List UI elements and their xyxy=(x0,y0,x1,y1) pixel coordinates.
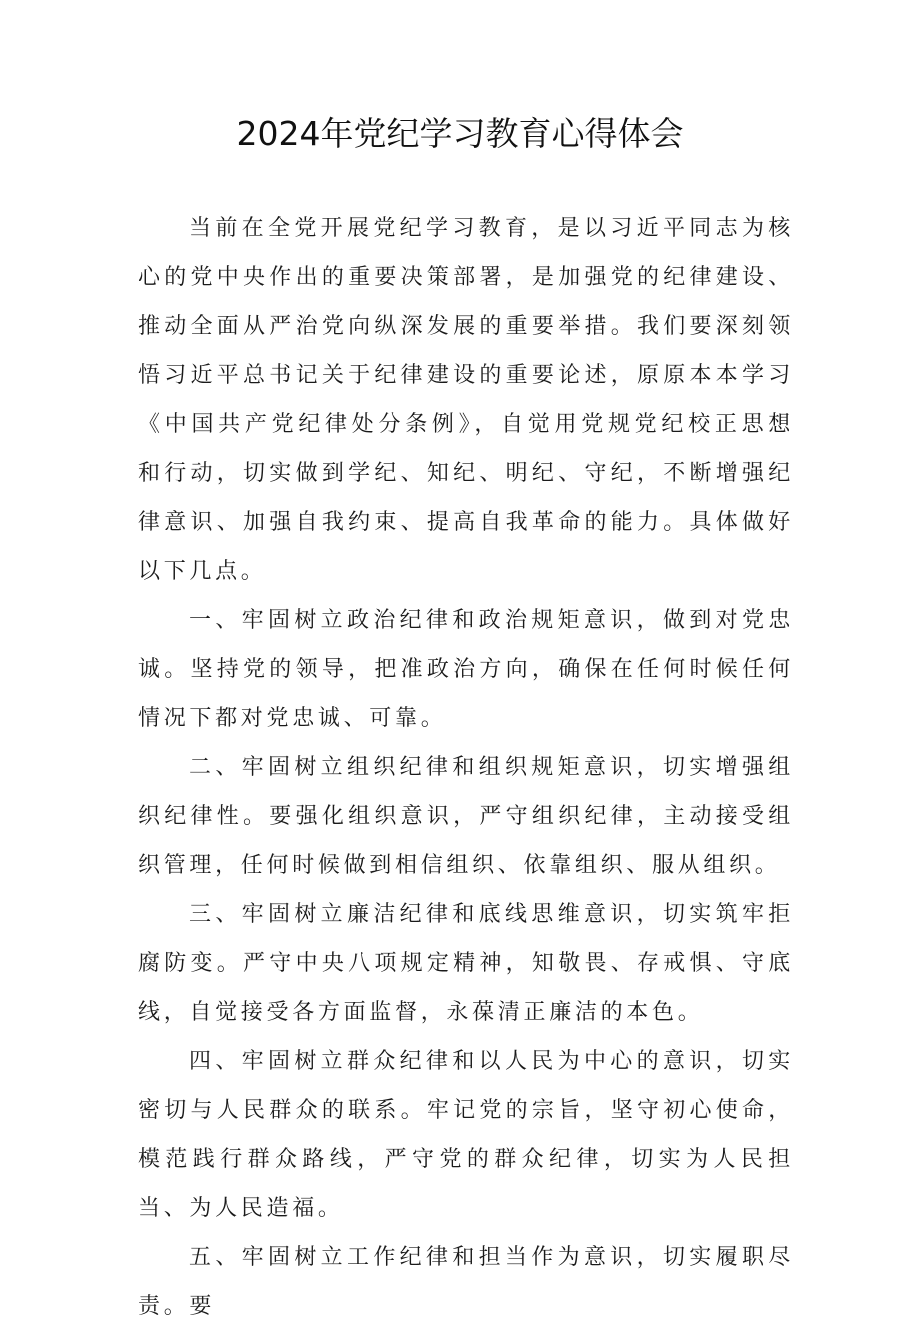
paragraph-point-3: 三、牢固树立廉洁纪律和底线思维意识，切实筑牢拒腐防变。严守中央八项规定精神，知敬畏、存戒惧、守底线，自觉接受各方面监督，永葆清正廉洁的本色。 xyxy=(138,902,794,1025)
paragraph-point-2: 二、牢固树立组织纪律和组织规矩意识，切实增强组织纪律性。要强化组织意识，严守组织纪律，主动接受组织管理，任何时候做到相信组织、依靠组织、服从组织。 xyxy=(138,755,794,878)
document-body xyxy=(138,204,794,1331)
paragraph-point-1: 一、牢固树立政治纪律和政治规矩意识，做到对党忠诚。坚持党的领导，把准政治方向，确保在任何时候任何情况下都对党忠诚、可靠。 xyxy=(138,608,794,731)
document-title: 2024年党纪学习教育心得体会 xyxy=(236,114,684,153)
paragraph-point-4: 四、牢固树立群众纪律和以人民为中心的意识，切实密切与人民群众的联系。牢记党的宗旨，坚守初心使命，模范践行群众路线，严守党的群众纪律，切实为人民担当、为人民造福。 xyxy=(138,1049,794,1221)
paragraph-intro: 当前在全党开展党纪学习教育，是以习近平同志为核心的党中央作出的重要决策部署，是加强党的纪律建设、推动全面从严治党向纵深发展的重要举措。我们要深刻领悟习近平总书记关于纪律建设的重要论述，原原本本学习《中国共产党纪律处分条例》，自觉用党规党纪校正思想和行动，切实做到学纪、知纪、明纪、守纪，不断增强纪律意识、加强自我约束、提高自我革命的能力。具体做好以下几点。 xyxy=(138,216,794,584)
paragraph-point-5: 五、牢固树立工作纪律和担当作为意识，切实履职尽责。要 xyxy=(138,1245,794,1319)
